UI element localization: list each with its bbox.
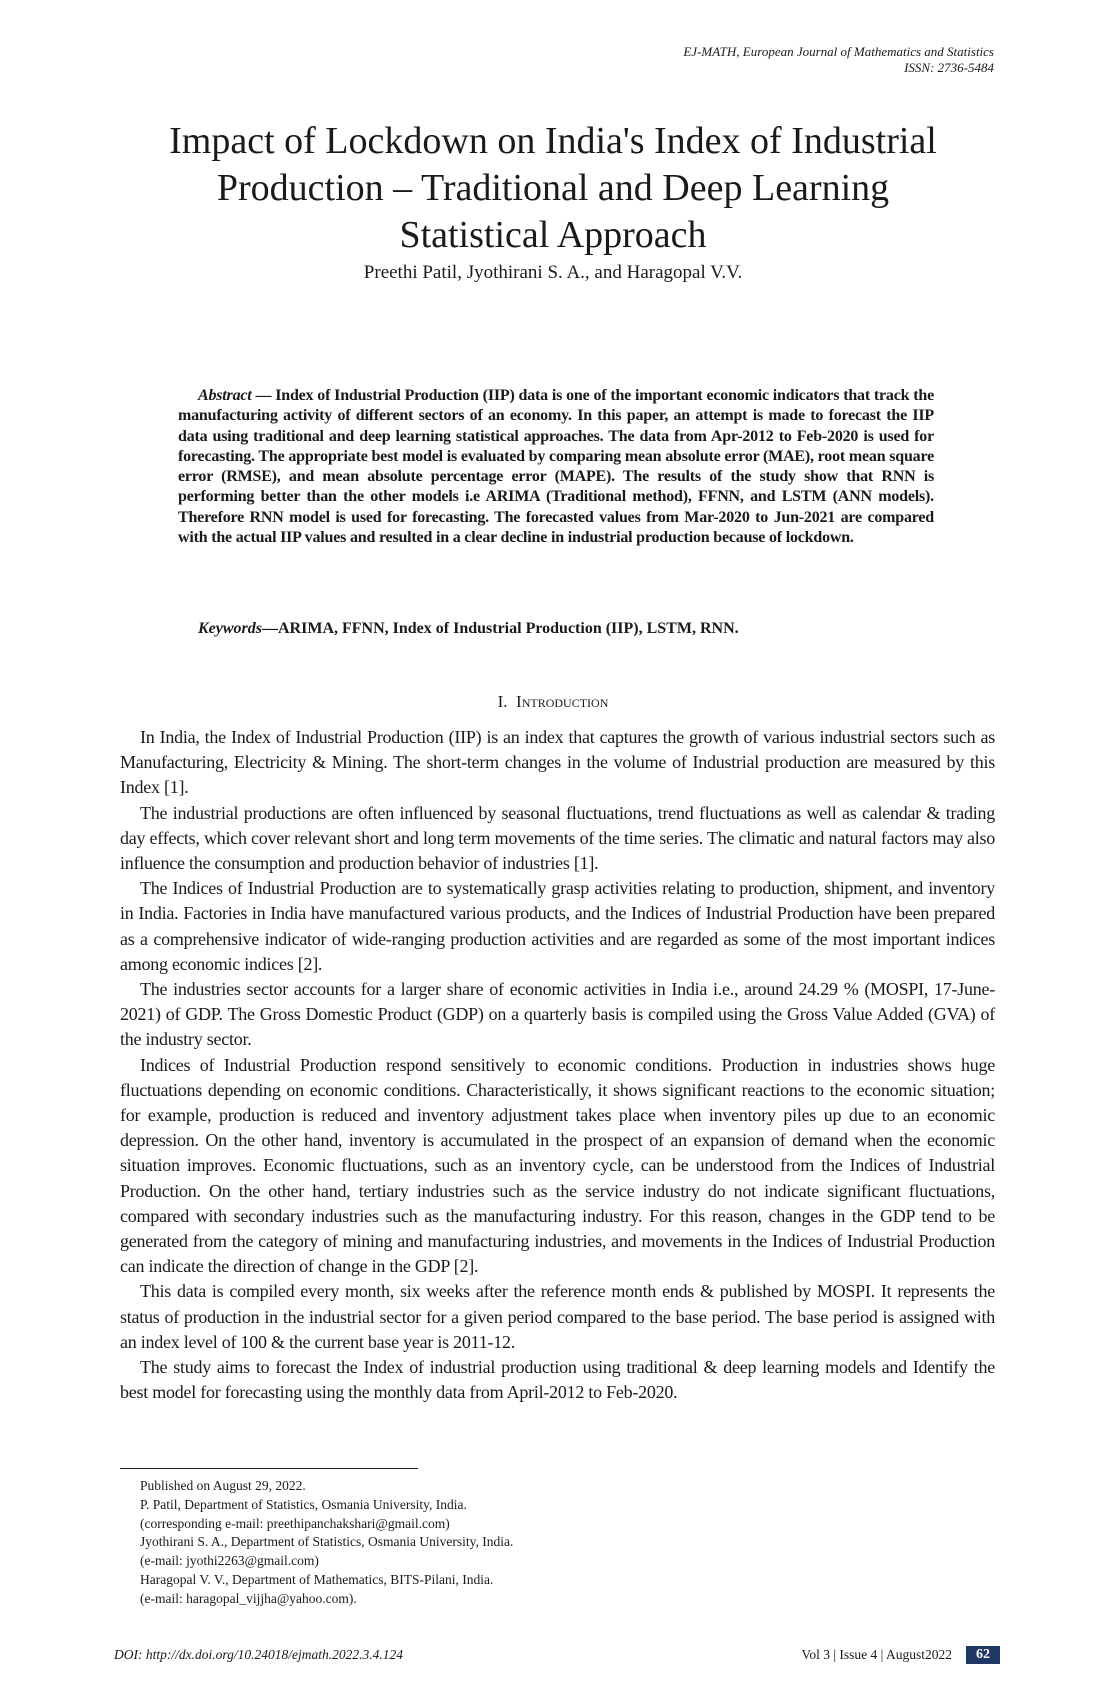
paragraph: The Indices of Industrial Production are to systematically grasp activities relating to production, shipment, and inventory in India. Factories in India have manufactured various products, and the Indices of Industrial Production have been prepared as a comprehensive indicator of wide-ranging production activities and are regarded as some of the most important indices among economic indices [2]. <box>120 878 995 974</box>
footnotes <box>140 1477 513 1609</box>
footnote-divider <box>120 1468 418 1469</box>
page-footer <box>114 1646 1000 1664</box>
issn: ISSN: 2736-5484 <box>904 60 994 75</box>
footnote-line: (e-mail: jyothi2263@gmail.com) <box>140 1553 319 1569</box>
section-title: Introduction <box>516 692 609 711</box>
running-header <box>683 44 994 76</box>
footnote-line: (corresponding e-mail: preethipanchakshari@gmail.com) <box>140 1515 450 1531</box>
paragraph: This data is compiled every month, six weeks after the reference month ends & published by MOSPI. It represents the status of production in the industrial sector for a given period compared to the base period. The base period is assigned with an index level of 100 & the current base year is 2011-12. <box>120 1281 995 1352</box>
doi-link[interactable]: DOI: http://dx.doi.org/10.24018/ejmath.2022.3.4.124 <box>114 1647 403 1662</box>
journal-name: EJ-MATH, European Journal of Mathematics and Statistics <box>683 44 994 59</box>
paragraph: The study aims to forecast the Index of industrial production using traditional & deep learning models and Identify the best model for forecasting using the monthly data from April-2012 to Feb-2020. <box>120 1357 995 1403</box>
keywords <box>198 620 739 638</box>
footnote-line: P. Patil, Department of Statistics, Osmania University, India. <box>140 1496 467 1512</box>
abstract-label: Abstract <box>198 387 252 404</box>
footnote-line: Jyothirani S. A., Department of Statistics, Osmania University, India. <box>140 1534 514 1550</box>
abstract <box>178 386 934 548</box>
page-number: 62 <box>966 1646 1000 1664</box>
footnote-line: (e-mail: haragopal_vijjha@yahoo.com). <box>140 1590 357 1606</box>
section-number: I. <box>497 692 508 711</box>
keywords-label: Keywords <box>198 620 262 637</box>
paragraph: In India, the Index of Industrial Production (IIP) is an index that captures the growth of various industrial sectors such as Manufacturing, Electricity & Mining. The short-term changes in the volume of Industrial production are measured by this Index [1]. <box>120 727 995 798</box>
paper-title: Impact of Lockdown on India's Index of Industrial Production – Traditional and Deep Learning Statistical Approach <box>169 120 937 256</box>
paragraph: The industrial productions are often influenced by seasonal fluctuations, trend fluctuations as well as calendar & trading day effects, which cover relevant short and long term movements of the time series. The climatic and natural factors may also influence the consumption and production behavior of industries [1]. <box>120 802 995 874</box>
footnote-line: Haragopal V. V., Department of Mathematics, BITS-Pilani, India. <box>140 1571 494 1587</box>
footnote-line: Published on August 29, 2022. <box>140 1478 306 1493</box>
section-heading <box>0 692 1106 712</box>
paragraph: Indices of Industrial Production respond sensitively to economic conditions. Production in industries shows huge fluctuations depending on economic conditions. Characteristically, it shows significant reactions to the economic situation; for example, production is reduced and inventory adjustment takes place when inventory piles up due to an economic depression. On the other hand, inventory is accumulated in the prospect of an expansion of demand when the economic situation improves. Economic fluctuations, such as an inventory cycle, can be understood from the Indices of Industrial Production. On the other hand, tertiary industries such as the service industry do not indicate significant fluctuations, compared with secondary industries such as the manufacturing industry. For this reason, changes in the GDP tend to be generated from the category of mining and manufacturing industries, and movements in the Indices of Industrial Production can indicate the direction of change in the GDP [2]. <box>120 1054 995 1277</box>
body-text <box>120 725 995 1405</box>
volume-issue: Vol 3 | Issue 4 | August2022 <box>801 1647 952 1662</box>
paragraph: The industries sector accounts for a larger share of economic activities in India i.e., around 24.29 % (MOSPI, 17-June-2021) of GDP. The Gross Domestic Product (GDP) on a quarterly basis is compiled using the Gross Value Added (GVA) of the industry sector. <box>120 979 995 1050</box>
authors: Preethi Patil, Jyothirani S. A., and Haragopal V.V. <box>363 262 743 283</box>
issue-info <box>801 1646 1000 1664</box>
keywords-text: —ARIMA, FFNN, Index of Industrial Production (IIP), LSTM, RNN. <box>262 620 739 637</box>
abstract-text: — Index of Industrial Production (IIP) data is one of the important economic indicators that track the manufacturing activity of different sectors of an economy. In this paper, an attempt is made to forecast the IIP data using traditional and deep learning statistical approaches. The data from Apr-2012 to Feb-2020 is used for forecasting. The appropriate best model is evaluated by comparing mean absolute error (MAE), root mean square error (RMSE), and mean absolute percentage error (MAPE). The results of the study show that RNN is performing better than the other models i.e ARIMA (Traditional method), FFNN, and LSTM (ANN models). Therefore RNN model is used for forecasting. The forecasted values from Mar-2020 to Jun-2021 are compared with the actual IIP values and resulted in a clear decline in industrial production because of lockdown. <box>178 387 934 547</box>
